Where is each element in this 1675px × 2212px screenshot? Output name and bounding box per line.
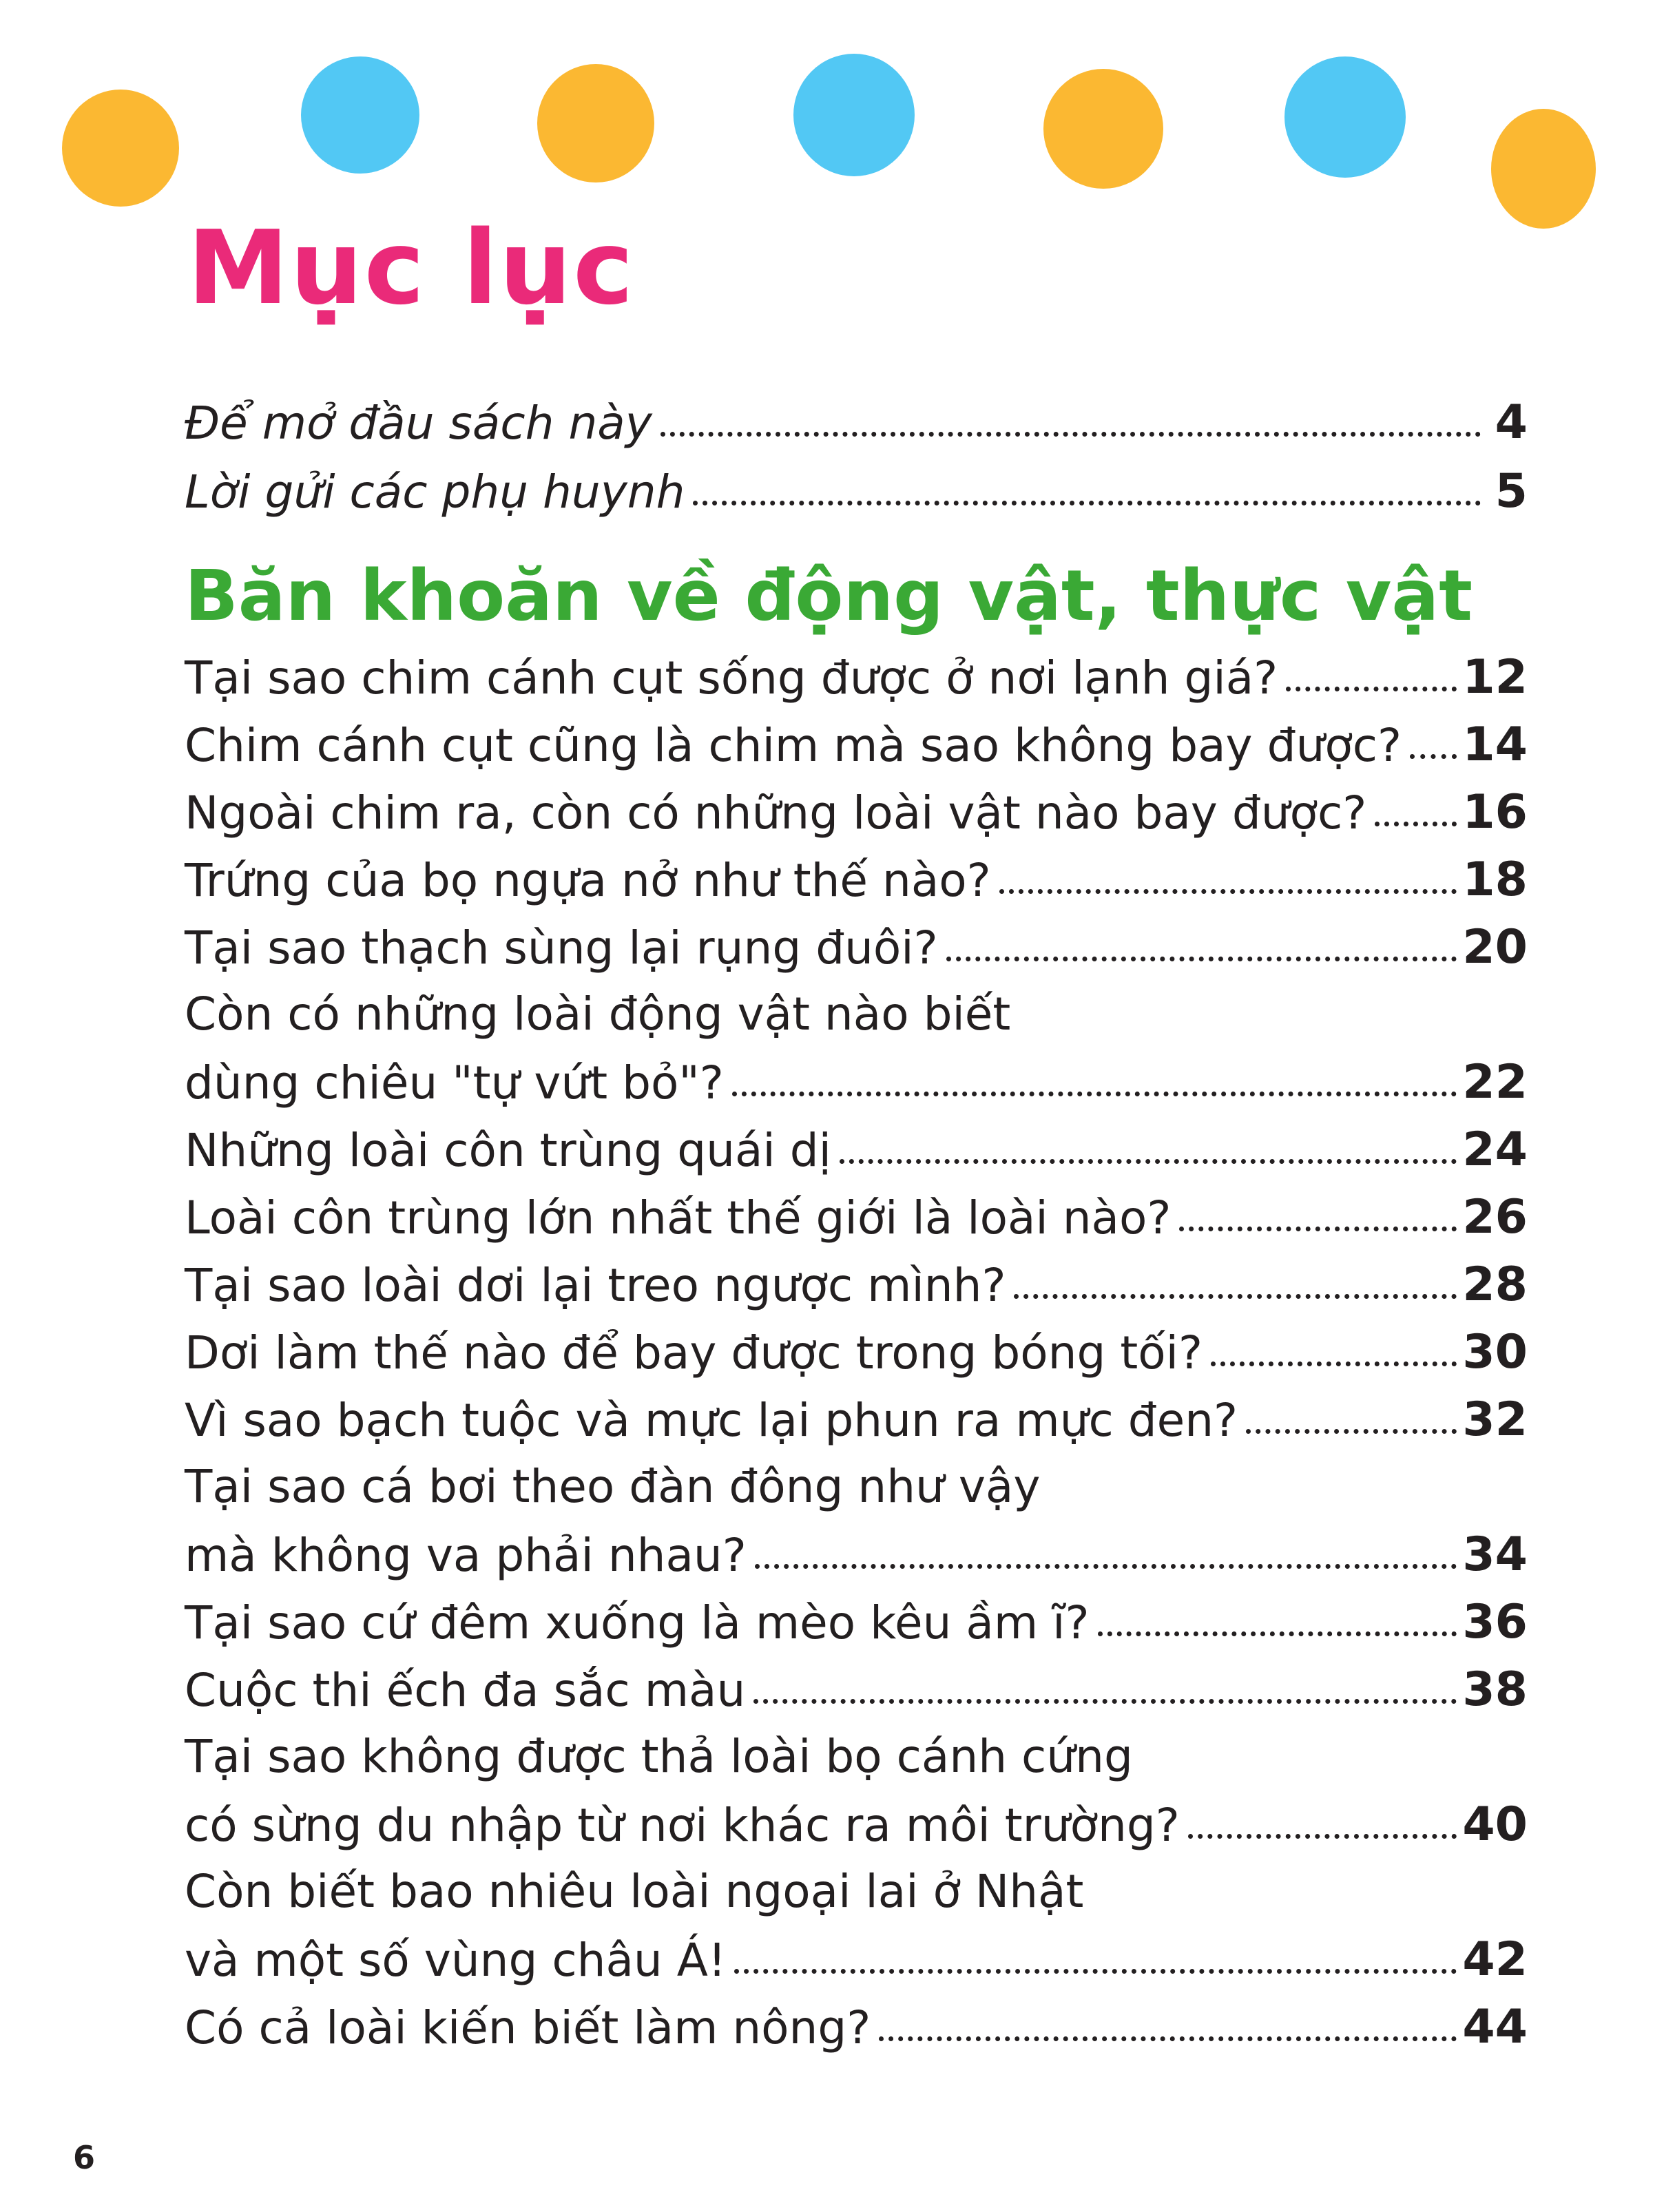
toc-entry-5[interactable]	[185, 920, 1528, 974]
dot-leader	[946, 957, 1457, 961]
toc-entry-16[interactable]	[185, 1932, 1528, 1987]
dot-leader	[1211, 1361, 1457, 1366]
toc-entry-page: 5	[1495, 464, 1528, 519]
dot-leader	[660, 432, 1481, 437]
toc-entry-page: 36	[1462, 1595, 1528, 1649]
toc-entry-label: Chim cánh cụt cũng là chim mà sao không bay được?	[185, 719, 1402, 772]
toc-entry-label: Tại sao thạch sùng lại rụng đuôi?	[185, 921, 938, 974]
decor-dot-6	[1284, 56, 1406, 178]
toc-entry-page: 30	[1462, 1325, 1528, 1379]
decor-dot-1	[62, 90, 179, 207]
decor-dot-2	[301, 56, 419, 174]
toc-entry-3[interactable]	[185, 785, 1528, 839]
toc-entry-label: Ngoài chim ra, còn có những loài vật nào bay được?	[185, 786, 1367, 839]
toc-entry-page: 20	[1462, 920, 1528, 974]
toc-entry-page: 38	[1462, 1662, 1528, 1717]
decor-dot-5	[1043, 69, 1163, 189]
toc-entry-1[interactable]	[185, 650, 1528, 705]
dot-leader	[1246, 1429, 1457, 1434]
toc-entry-4[interactable]	[185, 853, 1528, 907]
toc-entry-page: 24	[1462, 1123, 1528, 1177]
toc-entry-13[interactable]	[185, 1595, 1528, 1649]
toc-entry-page: 42	[1462, 1932, 1528, 1987]
toc-entry-16-line1: Còn biết bao nhiêu loài ngoại lai ở Nhật	[185, 1865, 1084, 1918]
dot-leader	[1179, 1227, 1457, 1231]
toc-entry-label: mà không va phải nhau?	[185, 1529, 747, 1582]
toc-entry-page: 32	[1462, 1392, 1528, 1447]
toc-entry-label: Có cả loài kiến biết làm nông?	[185, 2001, 871, 2054]
toc-entry-page: 28	[1462, 1258, 1528, 1312]
dot-leader	[753, 1699, 1457, 1704]
toc-entry-label: có sừng du nhập từ nơi khác ra môi trường?	[185, 1799, 1180, 1852]
dot-leader	[693, 501, 1481, 505]
toc-entry-intro-1[interactable]	[185, 395, 1528, 450]
toc-entry-intro-2[interactable]	[185, 464, 1528, 519]
decor-dot-7	[1491, 109, 1596, 229]
toc-entry-15-line1: Tại sao không được thả loài bọ cánh cứng	[185, 1730, 1133, 1783]
toc-entry-17[interactable]	[185, 2000, 1528, 2054]
dot-leader	[732, 1092, 1457, 1096]
toc-entry-label: Tại sao loài dơi lại treo ngược mình?	[185, 1259, 1006, 1312]
toc-entry-label: Cuộc thi ếch đa sắc màu	[185, 1664, 746, 1717]
toc-entry-page: 26	[1462, 1190, 1528, 1244]
section-heading: Băn khoăn về động vật, thực vật	[185, 555, 1473, 637]
toc-entry-7[interactable]	[185, 1123, 1528, 1177]
toc-entry-label: Trứng của bọ ngựa nở như thế nào?	[185, 854, 991, 907]
dot-leader	[1286, 687, 1457, 691]
dot-leader	[879, 2036, 1457, 2041]
toc-entry-10[interactable]	[185, 1325, 1528, 1379]
toc-entry-label: Loài côn trùng lớn nhất thế giới là loài nào?	[185, 1191, 1172, 1244]
toc-entry-label: Vì sao bạch tuộc và mực lại phun ra mực đen?	[185, 1394, 1238, 1447]
toc-entry-15[interactable]	[185, 1797, 1528, 1852]
decor-dot-4	[793, 54, 915, 176]
toc-entry-8[interactable]	[185, 1190, 1528, 1244]
toc-entry-page: 40	[1462, 1797, 1528, 1852]
toc-entry-12-line1: Tại sao cá bơi theo đàn đông như vậy	[185, 1460, 1041, 1513]
toc-entry-label: Tại sao chim cánh cụt sống được ở nơi lạnh giá?	[185, 651, 1278, 705]
dot-leader	[1014, 1294, 1457, 1299]
toc-entry-label: Dơi làm thế nào để bay được trong bóng tối?	[185, 1326, 1203, 1379]
toc-entry-label: Để mở đầu sách này	[185, 397, 652, 450]
toc-entry-6-line1: Còn có những loài động vật nào biết	[185, 988, 1011, 1041]
dot-leader	[840, 1159, 1457, 1164]
toc-entry-14[interactable]	[185, 1662, 1528, 1717]
dot-leader	[734, 1969, 1457, 1974]
toc-entry-2[interactable]	[185, 718, 1528, 772]
toc-entry-page: 14	[1462, 718, 1528, 772]
toc-entry-page: 16	[1462, 785, 1528, 839]
dot-leader	[999, 889, 1457, 894]
toc-entry-label: dùng chiêu "tự vứt bỏ"?	[185, 1056, 724, 1109]
page-number: 6	[73, 2139, 96, 2176]
toc-entry-page: 12	[1462, 650, 1528, 705]
toc-entry-page: 44	[1462, 2000, 1528, 2054]
toc-entry-page: 22	[1462, 1055, 1528, 1109]
toc-entry-page: 4	[1495, 395, 1528, 450]
toc-entry-9[interactable]	[185, 1258, 1528, 1312]
toc-entry-6[interactable]	[185, 1055, 1528, 1109]
page-title: Mục lục	[187, 209, 635, 327]
toc-entry-label: và một số vùng châu Á!	[185, 1934, 727, 1987]
toc-entry-12[interactable]	[185, 1527, 1528, 1582]
dot-leader	[1410, 754, 1457, 759]
dot-leader	[1188, 1834, 1457, 1839]
dot-leader	[1098, 1631, 1457, 1636]
toc-entry-label: Những loài côn trùng quái dị	[185, 1124, 831, 1177]
toc-entry-11[interactable]	[185, 1392, 1528, 1447]
decor-dot-3	[537, 64, 654, 182]
dot-leader	[755, 1564, 1457, 1569]
toc-entry-label: Tại sao cứ đêm xuống là mèo kêu ầm ĩ?	[185, 1596, 1090, 1649]
toc-entry-label: Lời gửi các phụ huynh	[185, 466, 685, 519]
toc-entry-page: 34	[1462, 1527, 1528, 1582]
toc-entry-page: 18	[1462, 853, 1528, 907]
dot-leader	[1375, 822, 1457, 826]
